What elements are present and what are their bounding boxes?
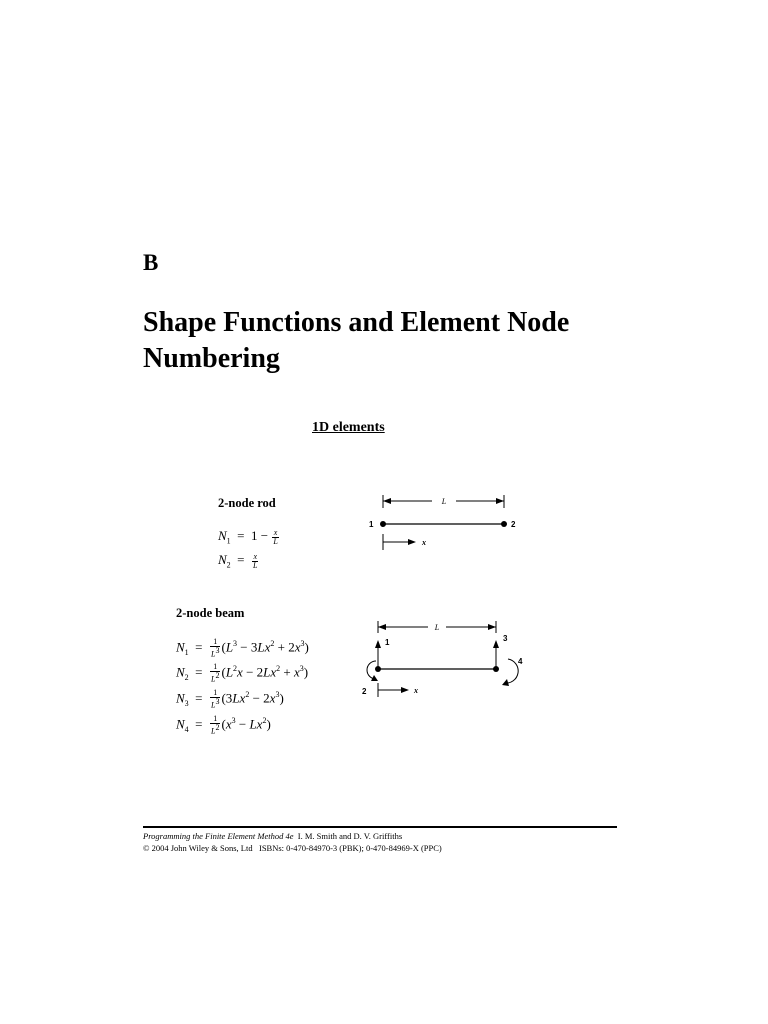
beam-diagram bbox=[350, 615, 540, 705]
footer-book-title: Programming the Finite Element Method 4e bbox=[143, 831, 294, 841]
rod-x-axis-label: x bbox=[422, 538, 426, 547]
rod-dim-arrow-right bbox=[496, 498, 504, 504]
beam-equation-n1: $N_1$ = $\frac{1}{L^3}$ $(L^3 - 3Lx^2 + 2x^3)$ bbox=[176, 637, 309, 659]
footer-rule bbox=[143, 826, 617, 828]
beam-dof-label-2: 2 bbox=[362, 687, 367, 696]
rod-node-label-1: 1 bbox=[369, 520, 374, 529]
footer-authors: I. M. Smith and D. V. Griffiths bbox=[297, 831, 403, 841]
rod-node-2 bbox=[501, 521, 507, 527]
beam-equation-n2: $N_2$ = $\frac{1}{L^2}$ $(L^2x - 2Lx^2 + x^3)$ bbox=[176, 662, 309, 684]
rod-length-label: L bbox=[441, 497, 447, 506]
rod-equation-n1: $N_1 = 1$ − $\frac{x}{L}$ bbox=[218, 527, 278, 546]
rod-node-label-2: 2 bbox=[511, 520, 516, 529]
footer-citation bbox=[143, 831, 402, 841]
beam-x-axis-arrow bbox=[401, 687, 409, 693]
rod-label: 2-node rod bbox=[218, 496, 276, 510]
chapter-title: Shape Functions and Element Node Numbering bbox=[143, 307, 570, 374]
section-heading: 1D elements bbox=[312, 420, 385, 435]
beam-dof1-arrow-head bbox=[375, 640, 381, 648]
beam-dim-arrow-right bbox=[488, 624, 496, 630]
beam-dof4-rotation-arc bbox=[504, 659, 518, 683]
footer-copyright: © 2004 John Wiley & Sons, Ltd bbox=[143, 843, 253, 853]
beam-dof4-rotation-head bbox=[502, 679, 509, 686]
beam-dof-label-1: 1 bbox=[385, 638, 390, 647]
footer-copyright-line bbox=[143, 843, 442, 853]
rod-equation-n2: $N_2$ = $\frac{x}{L}$ bbox=[218, 551, 258, 570]
rod-node-1 bbox=[380, 521, 386, 527]
beam-x-axis-label: x bbox=[414, 686, 418, 695]
beam-dof3-arrow-head bbox=[493, 640, 499, 648]
beam-dim-arrow-left bbox=[378, 624, 386, 630]
rod-diagram bbox=[360, 490, 530, 560]
beam-label: 2-node beam bbox=[176, 606, 245, 620]
rod-x-axis-arrow bbox=[408, 539, 416, 545]
beam-dof-label-3: 3 bbox=[503, 634, 508, 643]
beam-dof-label-4: 4 bbox=[518, 657, 523, 666]
beam-equation-n3: $N_3$ = $\frac{1}{L^3}$ $(3Lx^2 - 2x^3)$ bbox=[176, 688, 284, 710]
footer-isbns: ISBNs: 0-470-84970-3 (PBK); 0-470-84969-X (PPC) bbox=[259, 843, 442, 853]
appendix-letter: B bbox=[143, 250, 159, 275]
beam-equation-n4: $N_4$ = $\frac{1}{L^2}$ $(x^3 - Lx^2)$ bbox=[176, 714, 271, 736]
rod-dim-arrow-left bbox=[383, 498, 391, 504]
beam-length-label: L bbox=[434, 623, 440, 632]
